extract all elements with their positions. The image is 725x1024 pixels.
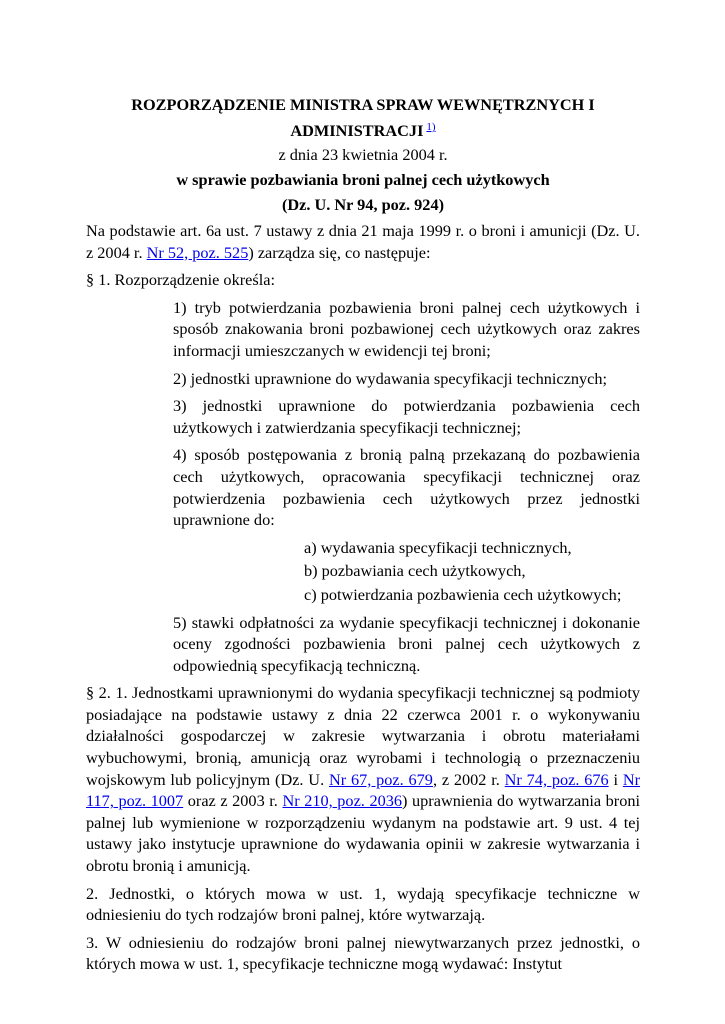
section-2-paragraph-3: 3. W odniesieniu do rodzajów broni palnej niewytwarzanych przez jednostki, o których mowa w ust. 1, specyfikacje techniczne mogą wydawać: Instytut <box>86 932 640 974</box>
preamble-text-1: Na podstawie art. 6a ust. 7 ustawy z dnia 21 maja 1999 r. o broni i amunicji (Dz. U. z 2004 r. <box>86 221 640 262</box>
preamble <box>86 220 640 263</box>
journal-link-210-2036[interactable]: Nr 210, poz. 2036 <box>282 791 403 811</box>
s2-1-text-3: i <box>608 769 623 789</box>
act-subject: w sprawie pozbawiania broni palnej cech użytkowych <box>176 169 550 189</box>
section-1-item-1: 1) tryb potwierdzania pozbawienia broni palnej cech użytkowych i sposób znakowania broni pozbawionej cech użytkowych oraz zakres informacji umieszczanych w ewidencji tej broni; <box>173 297 640 360</box>
journal-reference: (Dz. U. Nr 94, poz. 924) <box>281 195 445 215</box>
s2-1-text-4: oraz z 2003 r. <box>183 791 283 811</box>
section-1-item-2: 2) jednostki uprawnione do wydawania specyfikacji technicznych; <box>173 368 608 388</box>
journal-link-52-525[interactable]: Nr 52, poz. 525 <box>146 242 249 262</box>
document-header <box>86 94 640 216</box>
section-1-item-4c: c) potwierdzania pozbawienia cech użytkowych; <box>304 584 622 604</box>
s2-1-text-1: § 2. 1. Jednostkami uprawnionymi do wydania specyfikacji technicznej są podmioty posiadające na podstawie ustawy z dnia 22 czerwca 2001 r. o wykonywaniu działalności gospodarczej w zakresie wytwarzania i obrotu materiałami wybuchowymi, bronią, amunicją oraz wyrobami i technologią o przeznaczeniu wojskowym lub policyjnym (Dz. U. <box>86 683 640 789</box>
title-line-1: ROZPORZĄDZENIE MINISTRA SPRAW WEWNĘTRZNYCH I <box>131 95 595 114</box>
section-1-intro: § 1. Rozporządzenie określa: <box>86 270 275 290</box>
section-1-item-3: 3) jednostki uprawnione do potwierdzania pozbawienia cech użytkowych i zatwierdzania specyfikacji technicznej; <box>173 396 640 437</box>
document-body <box>86 220 640 981</box>
section-1-item-5: 5) stawki odpłatności za wydanie specyfikacji technicznej i dokonanie oceny zgodności pozbawienia broni palnej cech użytkowych z odpowiednią specyfikacją techniczną. <box>173 612 640 675</box>
title-line-2-text: ADMINISTRACJI <box>290 121 424 140</box>
journal-link-74-676[interactable]: Nr 74, poz. 676 <box>504 769 609 789</box>
preamble-text-2: ) zarządza się, co następuje: <box>248 242 431 262</box>
section-2-paragraph-1 <box>86 682 640 876</box>
footnote-link[interactable]: 1) <box>426 121 436 133</box>
journal-link-67-679[interactable]: Nr 67, poz. 679 <box>328 769 433 789</box>
section-1-item-4b: b) pozbawiania cech użytkowych, <box>304 561 526 581</box>
title-line-2 <box>86 116 640 142</box>
s2-1-text-2: , z 2002 r. <box>432 769 505 789</box>
s2-1-text-5: ) uprawnienia do wytwarzania broni palnej lub wymienione w rozporządzeniu wydanym na podstawie art. 9 ust. 4 tej ustawy jako instytucje uprawnione do wydawania opinii w zakresie wytwarzania i obrotu bronią i amunicją. <box>86 791 641 876</box>
journal-link-117-1007[interactable]: Nr 117, poz. 1007 <box>86 769 640 811</box>
section-2-paragraph-2: 2. Jednostki, o których mowa w ust. 1, wydają specyfikacje techniczne w odniesieniu do tych rodzajów broni palnej, które wytwarzają. <box>86 883 640 925</box>
section-1-item-4a: a) wydawania specyfikacji technicznych, <box>304 537 572 557</box>
section-1-item-4: 4) sposób postępowania z bronią palną przekazaną do pozbawienia cech użytkowych, opracowania specyfikacji technicznej oraz potwierdzenia pozbawienia cech użytkowych przez jednostki uprawnione do: <box>173 445 640 530</box>
act-date: z dnia 23 kwietnia 2004 r. <box>278 145 448 164</box>
